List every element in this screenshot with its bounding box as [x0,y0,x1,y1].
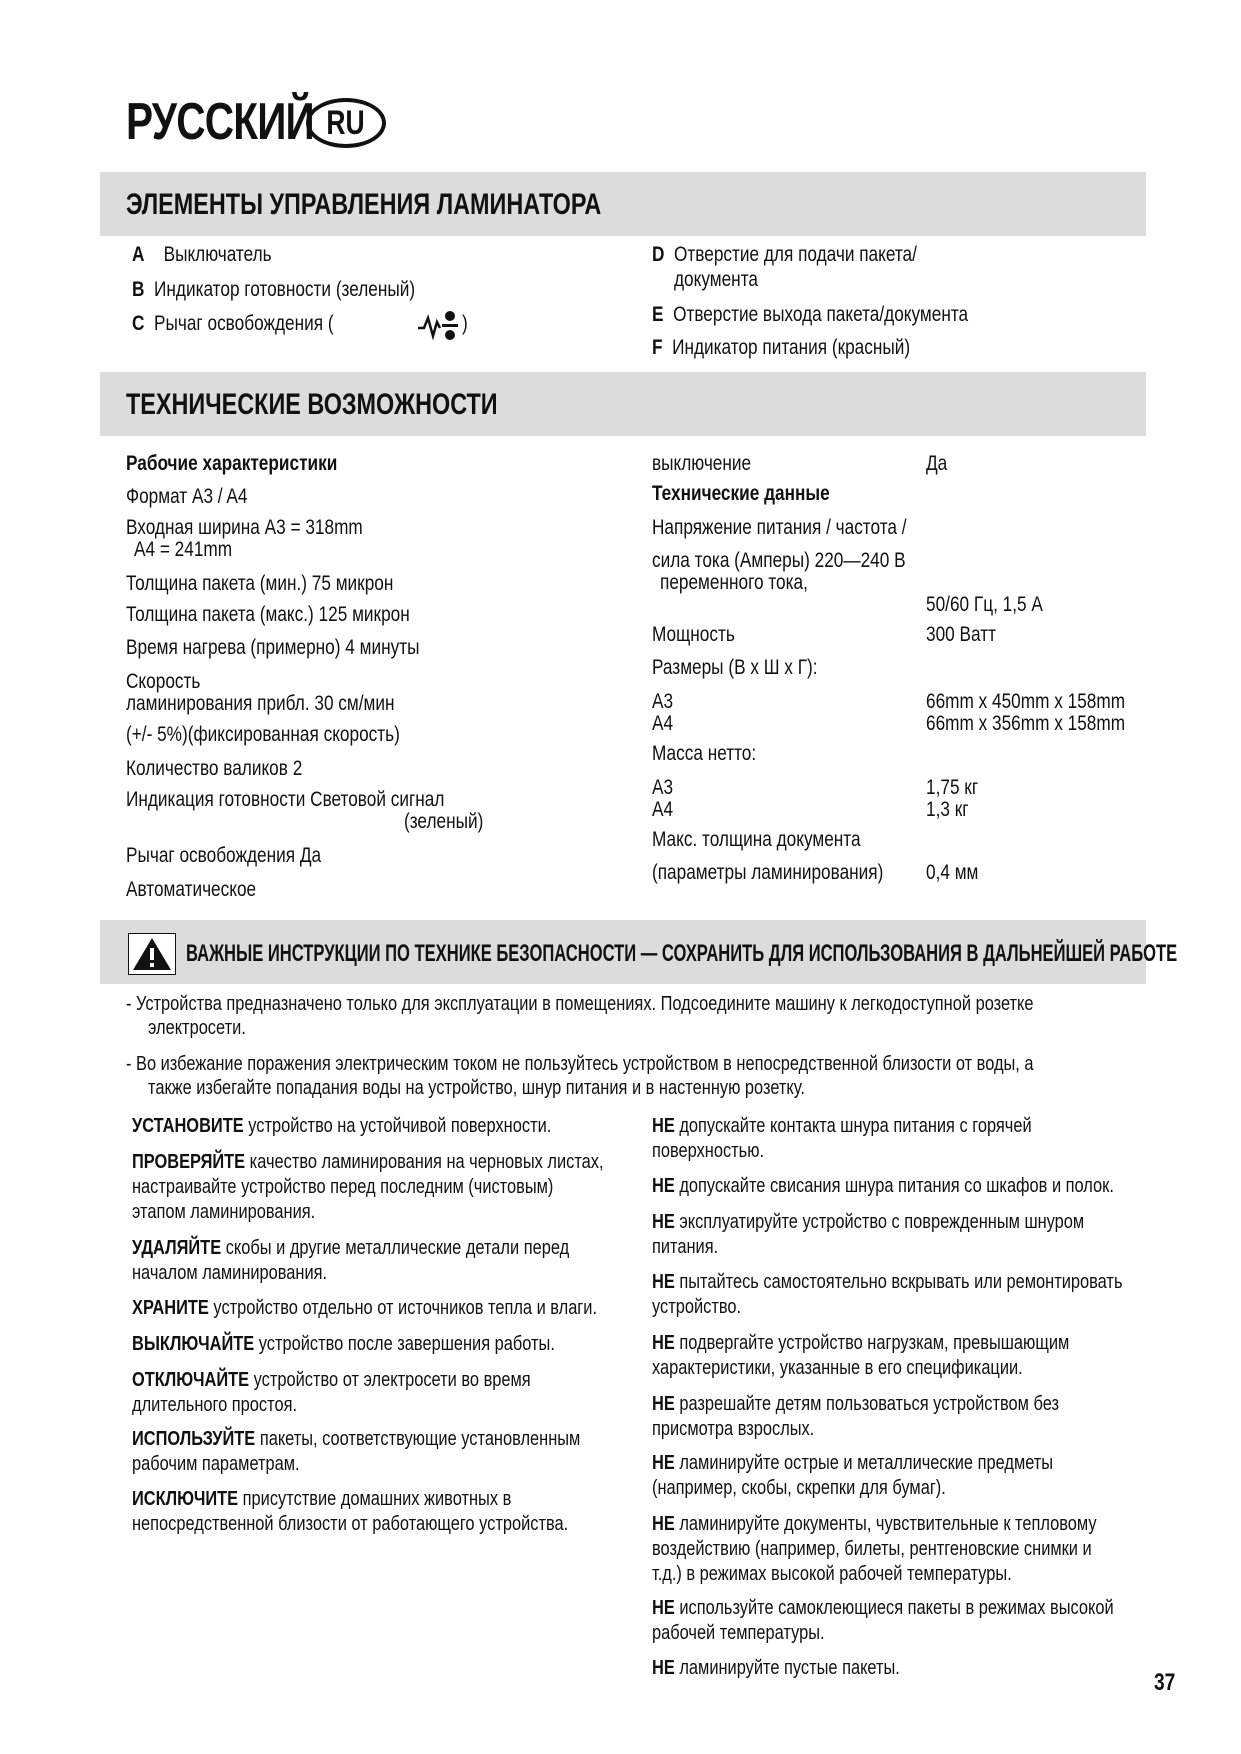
safety-instruction: УДАЛЯЙТЕ скобы и другие металлические детали перед началом ламинирования. [132,1237,570,1284]
spec-width-a4: A4 = 241mm [134,538,233,561]
spec-max-thickness-label: Макс. толщина документа [652,828,861,851]
safety-instruction: ХРАНИТЕ устройство отдельно от источников тепла и влаги. [132,1297,598,1319]
spec-power-value: 300 Ватт [926,623,996,646]
spec-max-thickness-note: (параметры ламинирования) [652,861,884,884]
safety-instruction: ИСКЛЮЧИТЕ присутствие домашних животных в непосредственной близости от работающего устройства. [132,1488,569,1535]
spec-thickness-max: Толщина пакета (макс.) 125 микрон [126,603,410,626]
safety-instruction: ОТКЛЮЧАЙТЕ устройство от электросети во время длительного простоя. [132,1369,531,1416]
spec-format: Формат A3 / A4 [126,485,248,508]
control-item-d: D Отверстие для подачи пакета/ [652,243,917,266]
spec-dim-a3-label: A3 [652,690,674,713]
spec-mass-a3-value: 1,75 кг [926,776,979,799]
spec-heat-time: Время нагрева (примерно) 4 минуты [126,636,420,659]
safety-instruction: ВЫКЛЮЧАЙТЕ устройство после завершения работы. [132,1333,555,1355]
spec-auto-off-label: выключение [652,452,752,475]
specs-right-heading: Технические данные [652,482,830,505]
safety-bullet-2: - Во избежание поражения электрическим током не пользуйтесь устройством в непосредственной близости от воды, а [126,1053,1034,1075]
controls-section-title: ЭЛЕМЕНТЫ УПРАВЛЕНИЯ ЛАМИНАТОРА [126,188,602,221]
safety-bullet-1-cont: электросети. [148,1017,246,1039]
safety-prohibition: НЕ ламинируйте документы, чувствительные к тепловому воздействию (например, билеты, рентгеновские снимки и т.д.) в режимах высокой рабочей температуры. [652,1513,1097,1585]
warning-icon [128,933,176,975]
spec-thickness-min: Толщина пакета (мин.) 75 микрон [126,572,394,595]
spec-release-lever: Рычаг освобождения Да [126,844,322,867]
spec-ready-indicator: Индикация готовности Световой сигнал [126,788,445,811]
spec-mass-a3-label: A3 [652,776,674,799]
control-item-f: F Индикатор питания (красный) [652,336,911,359]
spec-ready-color: (зеленый) [404,810,484,833]
language-code: RU [326,103,366,142]
spec-max-thickness-value: 0,4 мм [926,861,979,884]
spec-voltage-ac: переменного тока, [660,571,808,594]
spec-speed-label: Скорость [126,670,201,693]
spec-voltage-label: Напряжение питания / частота / [652,516,907,539]
safety-prohibition: НЕ допускайте свисания шнура питания со шкафов и полок. [652,1175,1114,1197]
spec-auto-off-value: Да [926,452,948,475]
spec-speed-tolerance: (+/- 5%)(фиксированная скорость) [126,723,400,746]
control-item-e: E Отверстие выхода пакета/документа [652,303,969,326]
spec-mass-a4-label: A4 [652,798,674,821]
safety-instruction: УСТАНОВИТЕ устройство на устойчивой поверхности. [132,1115,552,1137]
spec-dim-a4-value: 66mm x 356mm x 158mm [926,712,1126,735]
spec-power-label: Мощность [652,623,735,646]
page-number: 37 [1154,1669,1176,1696]
language-badge [306,98,386,148]
safety-bullet-1: - Устройства предназначено только для эксплуатации в помещениях. Подсоедините машину к легкодоступной розетке [126,993,1034,1015]
safety-prohibition: НЕ подвергайте устройство нагрузкам, превышающим характеристики, указанные в его спецификации. [652,1332,1070,1379]
safety-prohibition: НЕ пытайтесь самостоятельно вскрывать или ремонтировать устройство. [652,1271,1123,1318]
safety-section-title: ВАЖНЫЕ ИНСТРУКЦИИ ПО ТЕХНИКЕ БЕЗОПАСНОСТИ — СОХРАНИТЬ ДЛЯ ИСПОЛЬЗОВАНИЯ В ДАЛЬНЕЙШЕЙ РАБОТЕ [186,940,1178,967]
spec-mass-label: Масса нетто: [652,742,757,765]
control-item-d-line2: документа [674,268,758,291]
safety-instruction: ПРОВЕРЯЙТЕ качество ламинирования на черновых листах, настраивайте устройство перед последним (чистовым) этапом ламинирования. [132,1151,604,1223]
page-title: РУССКИЙ [126,93,314,151]
specs-left-heading: Рабочие характеристики [126,452,338,475]
specs-section-title: ТЕХНИЧЕСКИЕ ВОЗМОЖНОСТИ [126,388,498,421]
spec-mass-a4-value: 1,3 кг [926,798,969,821]
safety-prohibition: НЕ допускайте контакта шнура питания с горячей поверхностью. [652,1115,1032,1162]
safety-bullet-2-cont: также избегайте попадания воды на устройство, шнур питания и в настенную розетку. [148,1077,805,1099]
spec-voltage-current: сила тока (Амперы) 220—240 В [652,549,906,572]
safety-instruction: ИСПОЛЬЗУЙТЕ пакеты, соответствующие установленным рабочим параметрам. [132,1428,581,1475]
control-item-c: C Рычаг освобождения ( [132,312,334,335]
spec-dim-a4-label: A4 [652,712,674,735]
safety-prohibition: НЕ ламинируйте пустые пакеты. [652,1657,900,1679]
safety-prohibition: НЕ эксплуатируйте устройство с поврежденным шнуром питания. [652,1211,1085,1258]
spec-auto: Автоматическое [126,878,257,901]
spec-rollers: Количество валиков 2 [126,757,303,780]
control-item-c-suffix: ) [462,312,468,335]
control-item-b: B Индикатор готовности (зеленый) [132,278,416,301]
safety-prohibition: НЕ разрешайте детям пользоваться устройством без присмотра взрослых. [652,1393,1059,1440]
control-item-a: A Выключатель [132,243,272,266]
spec-width-a3: Входная ширина A3 = 318mm [126,516,363,539]
safety-prohibition: НЕ ламинируйте острые и металлические предметы (например, скобы, скрепки для бумаг). [652,1452,1054,1499]
spec-voltage-value: 50/60 Гц, 1,5 А [926,593,1043,616]
spec-dimensions-label: Размеры (В х Ш х Г): [652,656,818,679]
safety-prohibition: НЕ используйте самоклеющиеся пакеты в режимах высокой рабочей температуры. [652,1597,1114,1644]
spec-dim-a3-value: 66mm x 450mm x 158mm [926,690,1126,713]
spec-speed-value: ламинирования прибл. 30 см/мин [126,692,395,715]
release-lever-icon [416,308,458,342]
